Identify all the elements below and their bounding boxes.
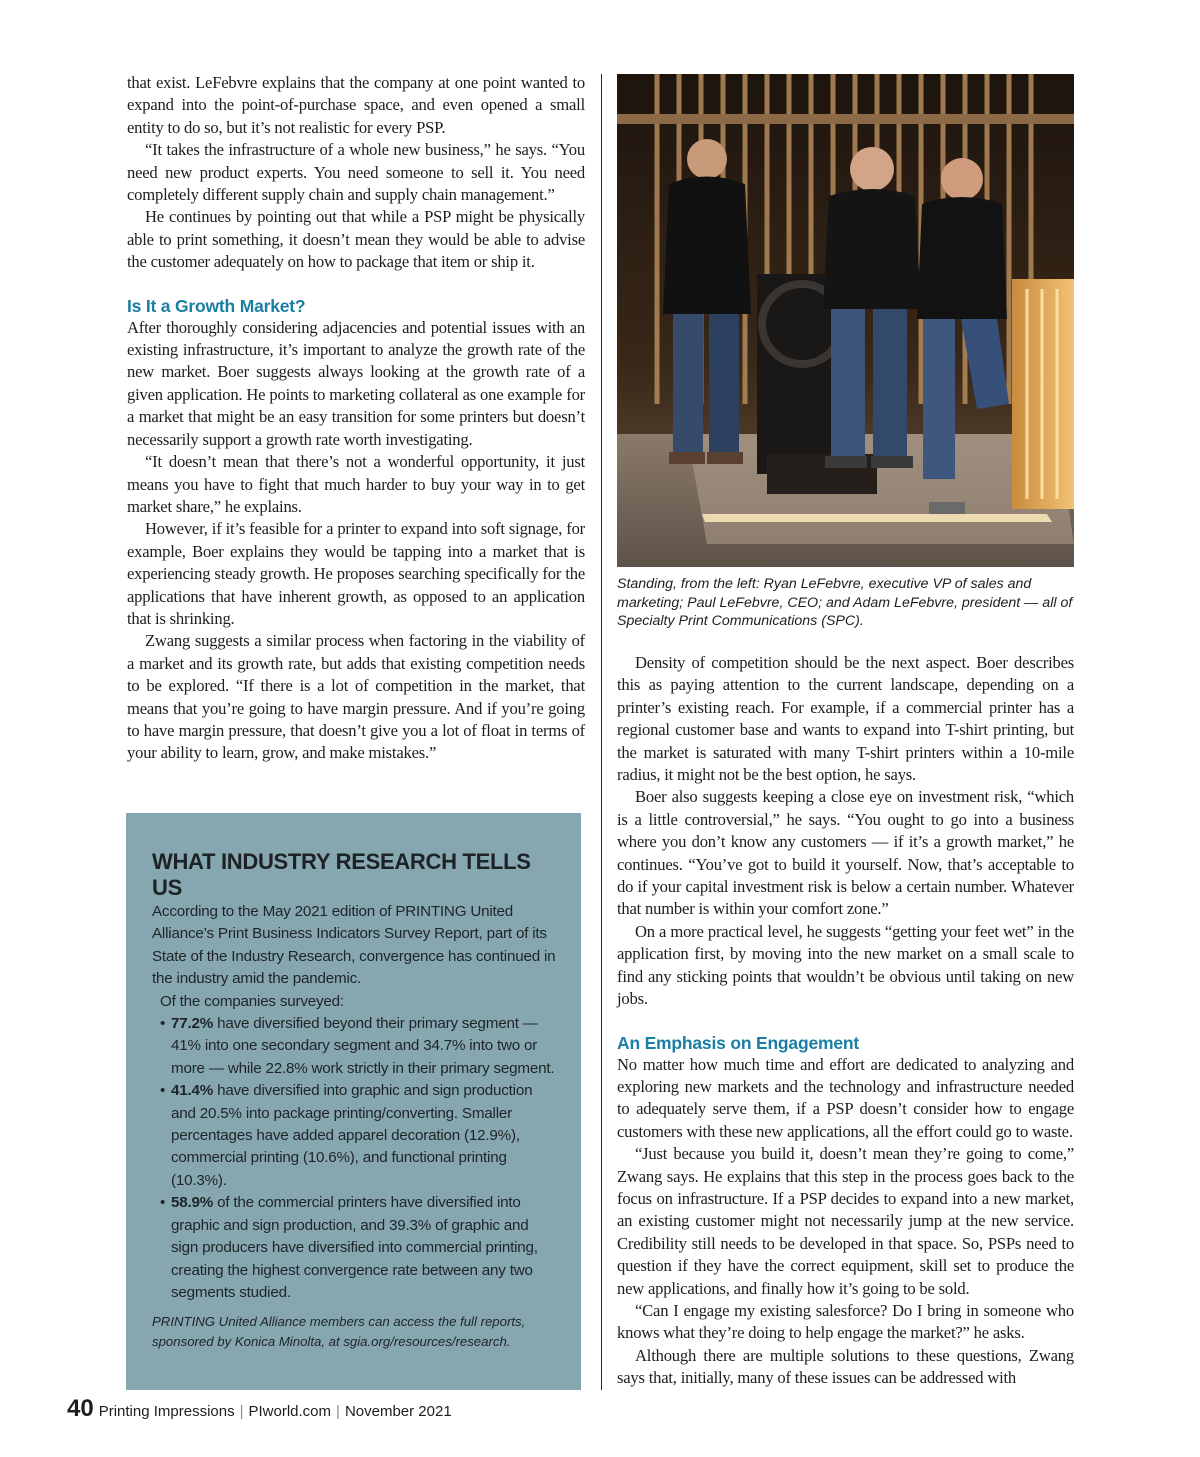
paragraph: “Can I engage my existing salesforce? Do I bring in someone who knows what they’re doing to help engage the market?” he asks. xyxy=(617,1300,1074,1343)
paragraph: “It takes the infrastructure of a whole new business,” he says. “You need new product experts. You need someone to sell it. You need completely different supply chain and supply chain management.” xyxy=(127,140,585,205)
section-heading-growth: Is It a Growth Market? xyxy=(127,295,306,316)
list-item: • 58.9% of the commercial printers have diversified into graphic and sign production, and 39.3% of graphic and sign producers have diversified into commercial printing, creating the highest convergence rate between any two segments studied. xyxy=(160,1194,538,1301)
paragraph: No matter how much time and effort are dedicated to analyzing and exploring new markets and the technology and infrastructure needed to adequately serve them, if a PSP doesn’t consider how to engage customers with these new applications, all the effort could go to waste. xyxy=(617,1054,1074,1141)
sidebar-note: PRINTING United Alliance members can access the full reports, sponsored by Konica Minolta, at sgia.org/resources/research. xyxy=(152,1314,526,1350)
photo-caption: Standing, from the left: Ryan LeFebvre, executive VP of sales and marketing; Paul LeFebvre, CEO; and Adam LeFebvre, president — all of Specialty Print Communications (SPC). xyxy=(617,576,1073,629)
stat-text: have diversified beyond their primary segment — 41% into one secondary segment and 34.7% into two or more — while 22.8% work strictly in their primary segment. xyxy=(171,1015,555,1077)
sidebar-title: WHAT INDUSTRY RESEARCH TELLS US xyxy=(152,849,531,900)
paragraph: “It doesn’t mean that there’s not a wonderful opportunity, it just means you have to fight that much harder to buy your way in to get market share,” he explains. xyxy=(127,452,585,516)
stat-value: 77.2% xyxy=(171,1015,214,1033)
stat-text: have diversified into graphic and sign production and 20.5% into package printing/converting. Smaller percentages have added apparel decoration (12.9%), commercial printing (10.6%), and functional printing (10.3%). xyxy=(171,1082,533,1189)
column-divider xyxy=(601,74,602,1390)
paragraph: After thoroughly considering adjacencies and potential issues with an existing infrastructure, it’s important to analyze the growth rate of the new market. Boer suggests always looking at the growth rate of a given application. He points to marketing collateral as one example for a market that might be an easy transition for some printers but doesn’t necessarily support a growth rate worth investigating. xyxy=(127,317,585,449)
left-column xyxy=(127,72,585,765)
sidebar-intro: According to the May 2021 edition of PRINTING United Alliance’s Print Business Indicators Survey Report, part of its State of the Industry Research, convergence has continued in the industry amid the pandemic. xyxy=(152,903,556,988)
paragraph: However, if it’s feasible for a printer to expand into soft signage, for example, Boer explains they would be tapping into a market that is experiencing steady growth. He proposes searching specifically for the applications that have inherent growth, as opposed to an application that is shrinking. xyxy=(127,519,585,628)
stat-text: of the commercial printers have diversified into graphic and sign production, and 39.3% of graphic and sign producers have diversified into commercial printing, creating the highest convergence rate between any two segments studied. xyxy=(171,1194,538,1301)
paragraph: “Just because you build it, doesn’t mean they’re going to come,” Zwang says. He explains that this step in the process goes back to the focus on infrastructure. If a PSP decides to expand into a new market, an existing customer might not necessarily jump at the new service. Credibility still needs to be developed in that space. So, PSPs need to question if they have the correct equipment, skill set to produce the new applications, and finally how it’s going to be sold. xyxy=(617,1144,1074,1298)
paragraph: On a more practical level, he suggests “getting your feet wet” in the application first, by moving into the new market on a small scale to find any sticking points that wouldn’t be obvious until taking on new jobs. xyxy=(617,921,1074,1009)
section-heading-engagement: An Emphasis on Engagement xyxy=(617,1032,859,1053)
paragraph: Although there are multiple solutions to these questions, Zwang says that, initially, many of these issues can be addressed with xyxy=(617,1345,1074,1388)
paragraph: Boer also suggests keeping a close eye on investment risk, “which is a little controversial,” he says. “You ought to go into a business where you don’t know any customers — if it’s a growth market,” he continues. “You’ve got to build it yourself. Now, that’s acceptable to do if your capital investment risk is below a certain number. Whatever that number is within your comfort zone.” xyxy=(617,787,1074,919)
research-sidebar xyxy=(126,813,581,1390)
stats-list xyxy=(152,1013,557,1304)
paragraph: that exist. LeFebvre explains that the company at one point wanted to expand into the point-of-purchase space, and even opened a small entity to do so, but it’s not realistic for every PSP. xyxy=(127,73,585,137)
footer-separator: | xyxy=(336,1403,340,1420)
list-item: • 41.4% have diversified into graphic and sign production and 20.5% into package printing/converting. Smaller percentages have added apparel decoration (12.9%), commercial printing (10.6%), and functional printing (10.3%). xyxy=(160,1082,533,1189)
issue-date: November 2021 xyxy=(344,1403,452,1420)
list-item: • 77.2% have diversified beyond their primary segment — 41% into one secondary segment and 34.7% into two or more — while 22.8% work strictly in their primary segment. xyxy=(160,1015,555,1077)
paragraph: He continues by pointing out that while a PSP might be physically able to print something, it doesn’t mean they would be able to advise the customer adequately on how to package that item or ship it. xyxy=(127,207,585,272)
page-number: 40 xyxy=(67,1395,94,1422)
stat-value: 58.9% xyxy=(171,1194,214,1212)
stat-value: 41.4% xyxy=(171,1082,214,1100)
publication-name: Printing Impressions xyxy=(98,1403,235,1420)
photo-illustration xyxy=(617,74,1074,567)
paragraph: Zwang suggests a similar process when factoring in the viability of a market and its growth rate, but adds that existing competition needs to be explored. “If there is a lot of competition in the market, that means that you’re going to have margin pressure. And if you’re going to have margin pressure, that doesn’t give you a lot of float in terms of your ability to learn, grow, and make mistakes.” xyxy=(127,631,585,763)
page-footer xyxy=(67,1395,452,1423)
footer-separator: | xyxy=(239,1403,244,1420)
website-link[interactable]: PIworld.com xyxy=(248,1403,332,1420)
executives-photo xyxy=(617,74,1074,567)
right-column xyxy=(617,652,1074,1390)
paragraph: Density of competition should be the next aspect. Boer describes this as paying attention to the current landscape, depending on a printer’s existing reach. For example, if a commercial printer has a regional customer base and wants to expand into T-shirt printing, but the market is saturated with many T-shirt printers within a 10-mile radius, it might not be the best option, he says. xyxy=(617,653,1074,785)
sidebar-lead: Of the companies surveyed: xyxy=(160,992,344,1010)
